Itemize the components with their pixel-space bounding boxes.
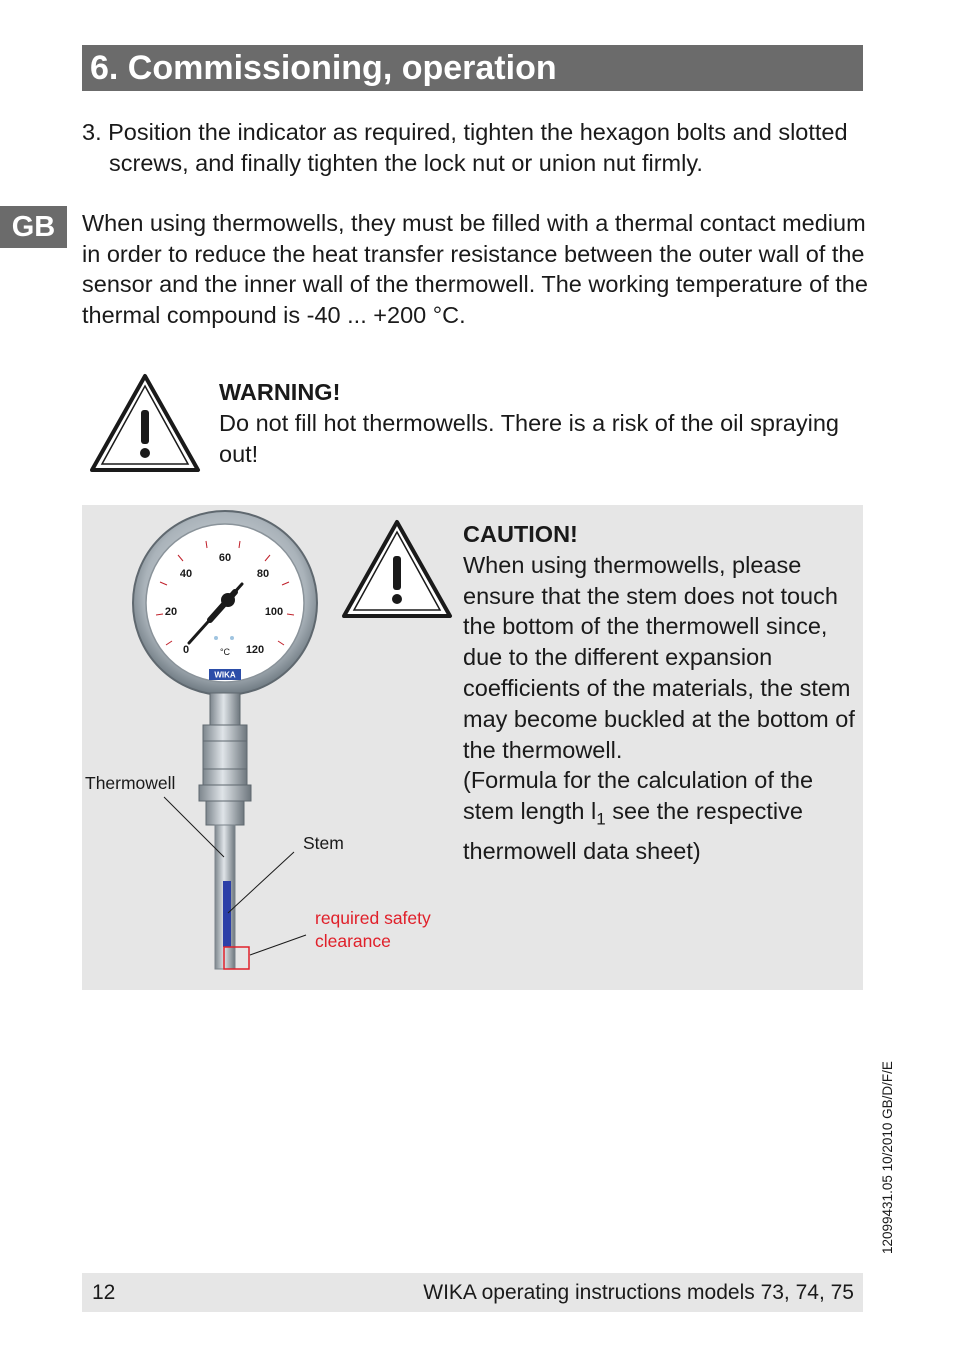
dial-label-20: 20: [164, 606, 178, 618]
dial-label-120: 120: [245, 644, 265, 656]
caution-title: CAUTION!: [463, 521, 578, 547]
warning-title: WARNING!: [219, 379, 341, 405]
caution-box: [82, 505, 863, 990]
union-nut: [203, 725, 247, 785]
caution-formula-subscript: 1: [596, 809, 606, 829]
footer-title: WIKA operating instructions models 73, 74, 75: [423, 1281, 854, 1304]
caution-formula-post: see the respective thermowell data sheet): [463, 798, 803, 864]
step-3-text: 3. Position the indicator as required, tighten the hexagon bolts and slotted screws, and finally tighten the lock nut or union nut firmly.: [82, 119, 848, 176]
caution-triangle-icon: [340, 518, 454, 620]
dial-label-100: 100: [264, 606, 284, 618]
caution-block: [463, 519, 858, 866]
clearance-leader: [250, 935, 306, 955]
warning-block: [219, 377, 859, 470]
label-stem: Stem: [303, 833, 344, 853]
thermowell-paragraph: When using thermowells, they must be filled with a thermal contact medium in order to reduce the heat transfer resistance between the outer wall of the sensor and the inner wall of the thermowell. The working temperature of the thermal compound is -40 ... +200 °C.: [82, 210, 868, 328]
section-title: 6. Commissioning, operation: [82, 45, 863, 91]
dial-label-60: 60: [218, 552, 232, 564]
page-number: 12: [92, 1281, 116, 1304]
dial-label-0: 0: [182, 644, 190, 656]
warning-triangle-icon: [88, 372, 202, 474]
caution-body: When using thermowells, please ensure that the stem does not touch the bottom of the thermowell since, due to the different expansion coefficients of the materials, the stem may become buckled at the bottom of the thermowell.: [463, 551, 855, 763]
label-clearance-line1: required safety: [315, 908, 431, 928]
dial-label-80: 80: [256, 568, 270, 580]
warning-body: Do not fill hot thermowells. There is a risk of the oil spraying out!: [219, 410, 839, 467]
gauge-neck: [210, 693, 240, 725]
stem: [223, 881, 231, 947]
stem-leader: [228, 852, 294, 913]
label-clearance-line2: clearance: [315, 931, 391, 951]
dial-label-40: 40: [179, 568, 193, 580]
document-code: 12099431.05 10/2010 GB/D/F/E: [880, 1061, 895, 1254]
caution-formula-note: [463, 765, 858, 866]
brand-label: WIKA: [214, 670, 236, 680]
thread-fitting: [206, 801, 244, 825]
label-thermowell: Thermowell: [85, 773, 176, 793]
caution-formula-pre: (Formula for the calculation of the stem length l: [463, 767, 814, 825]
language-tab: GB: [0, 206, 67, 248]
hexagon-fitting: [199, 785, 251, 801]
dial-unit: °C: [219, 647, 231, 657]
page-footer: [82, 1273, 863, 1312]
